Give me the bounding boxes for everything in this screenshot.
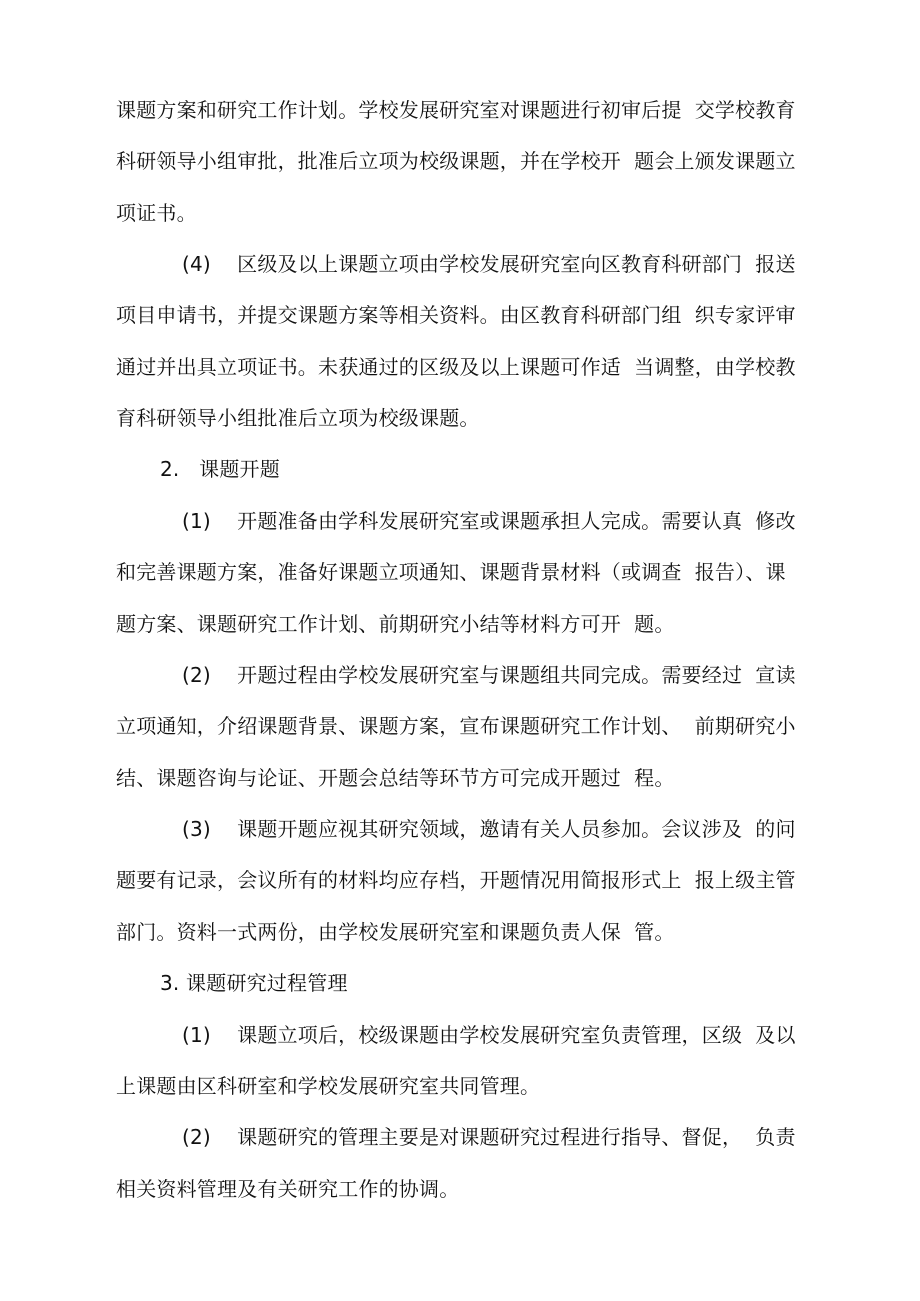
text-line: (2) 课题研究的管理主要是对课题研究过程进行指导、督促， 负责	[182, 1125, 796, 1149]
text-line: 科研领导小组审批，批准后立项为校级课题，并在学校开 题会上颁发课题立	[116, 149, 796, 173]
text-line: 育科研领导小组批准后立项为校级课题。	[116, 406, 480, 430]
text-line: 题方案、课题研究工作计划、前期研究小结等材料方可开 题。	[116, 612, 675, 636]
text-line: (3) 课题开题应视其研究领域，邀请有关人员参加。会议涉及 的问	[182, 817, 796, 841]
text-line: 部门。资料一式两份，由学校发展研究室和课题负责人保 管。	[116, 920, 675, 944]
text-line: 立项通知，介绍课题背景、课题方案，宣布课题研究工作计划、 前期研究小	[116, 714, 796, 738]
section-heading: 3. 课题研究过程管理	[160, 971, 348, 995]
section-heading: 2. 课题开题	[160, 457, 280, 481]
text-line: (1) 课题立项后，校级课题由学校发展研究室负责管理，区级 及以	[182, 1023, 796, 1047]
text-line: 项证书。	[116, 201, 197, 225]
text-line: (2) 开题过程由学校发展研究室与课题组共同完成。需要经过 宣读	[182, 663, 796, 687]
text-line: (1) 开题准备由学科发展研究室或课题承担人完成。需要认真 修改	[182, 509, 796, 533]
text-line: 上课题由区科研室和学校发展研究室共同管理。	[116, 1074, 541, 1098]
text-line: 结、课题咨询与论证、开题会总结等环节方可完成开题过 程。	[116, 766, 675, 790]
text-line: 题要有记录，会议所有的材料均应存档，开题情况用简报形式上 报上级主管	[116, 868, 796, 892]
text-line: 和完善课题方案，准备好课题立项通知、课题背景材料（或调查 报告）、课	[116, 560, 786, 584]
text-line: (4) 区级及以上课题立项由学校发展研究室向区教育科研部门 报送	[182, 252, 796, 276]
text-line: 相关资料管理及有关研究工作的协调。	[116, 1177, 460, 1201]
text-line: 项目申请书，并提交课题方案等相关资料。由区教育科研部门组 织专家评审	[116, 303, 796, 327]
text-line: 通过并出具立项证书。未获通过的区级及以上课题可作适 当调整，由学校教	[116, 355, 796, 379]
text-line: 课题方案和研究工作计划。学校发展研究室对课题进行初审后提 交学校教育	[116, 98, 796, 122]
